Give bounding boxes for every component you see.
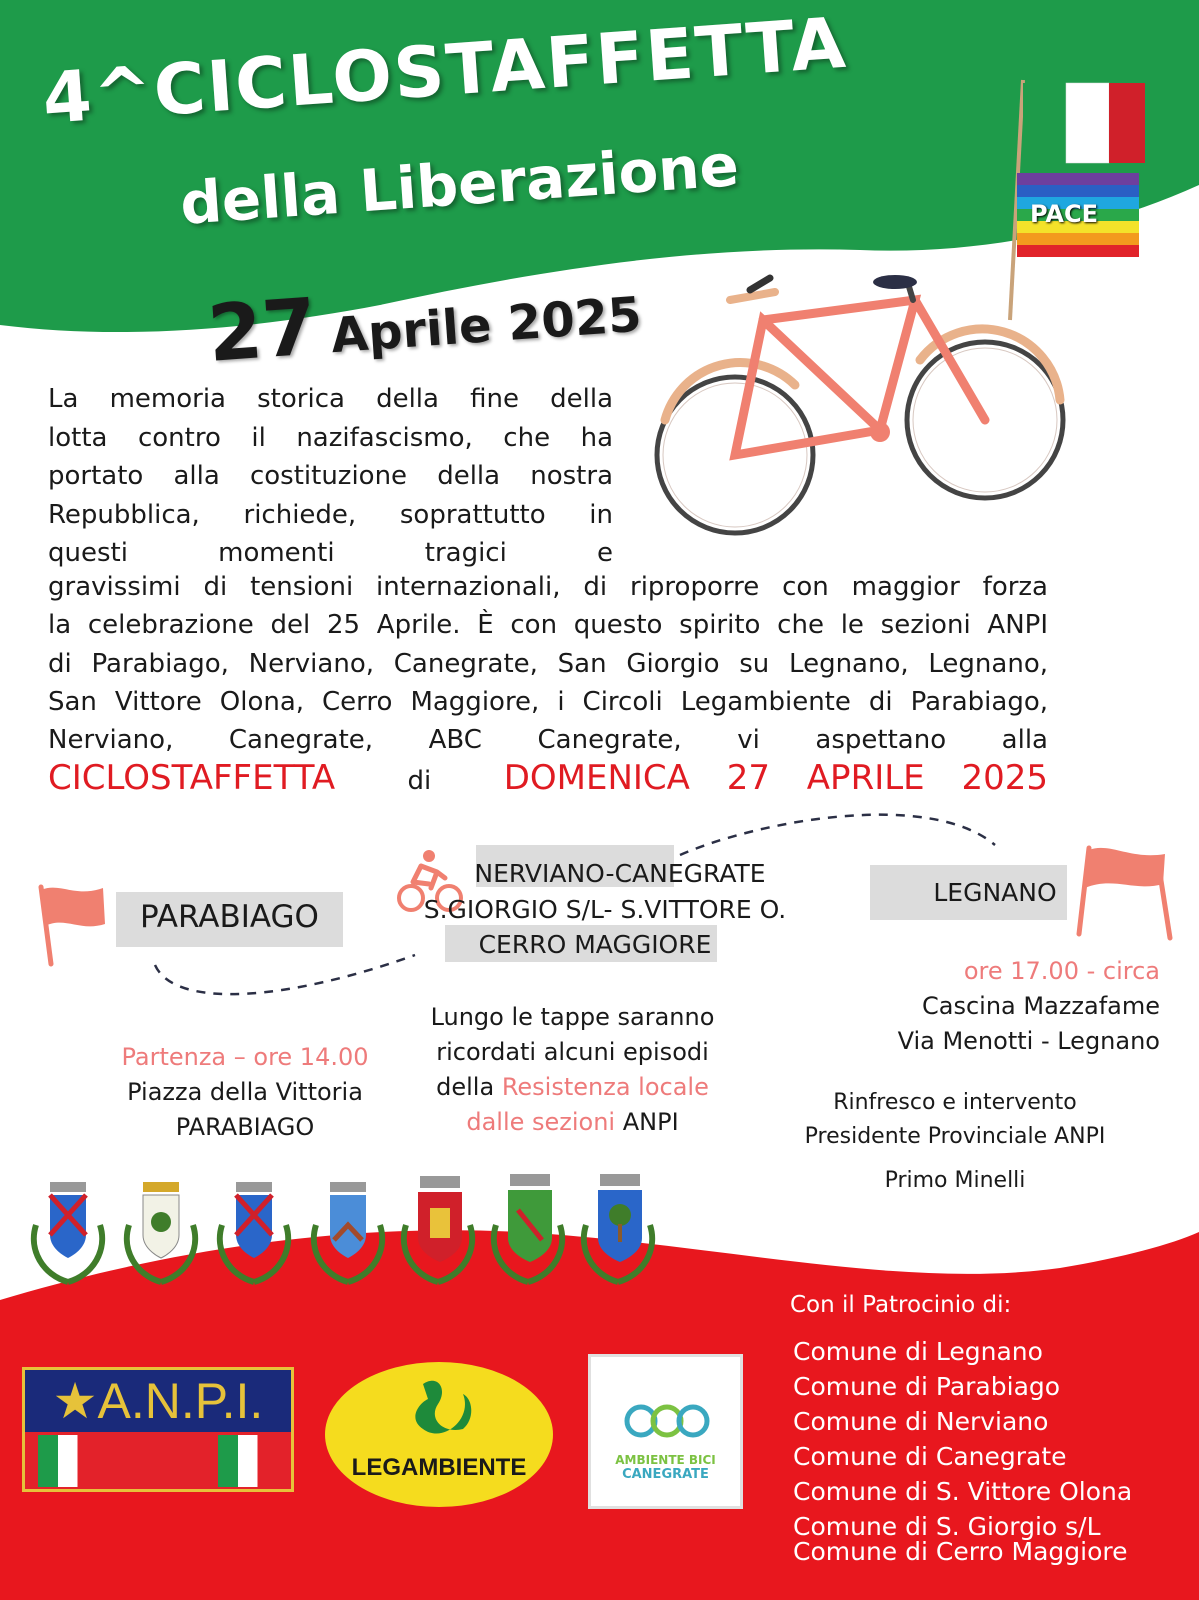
highlight-di: di [407, 766, 432, 796]
intro-line: lotta contro il nazifascismo, che ha [48, 422, 613, 453]
coat-of-arms-icon [494, 1174, 562, 1282]
abc-logo [588, 1354, 743, 1509]
middle-note [400, 1000, 745, 1140]
refreshment-line: Presidente Provinciale ANPI [804, 1124, 1106, 1149]
highlight-date: DOMENICA 27 APRILE 2025 [503, 758, 1048, 798]
patronage-header: Con il Patrocinio di: [790, 1292, 1012, 1318]
body-line: Nerviano, Canegrate, ABC Canegrate, vi aspettano alla [48, 725, 1048, 756]
arrival-address: Via Menotti - Legnano [897, 1027, 1160, 1055]
swan-icon [403, 1374, 478, 1454]
arrival-place: Cascina Mazzafame [922, 992, 1160, 1020]
coat-of-arms-icon [314, 1182, 382, 1282]
stage-middle-line: NERVIANO-CANEGRATE [474, 859, 766, 888]
finish-flag-icon [1075, 842, 1175, 942]
intro-line: La memoria storica della fine della [48, 384, 613, 414]
intro-line: questi momenti tragici e [48, 538, 613, 568]
departure-place: Piazza della Vittoria [127, 1078, 363, 1106]
coat-of-arms-icon [34, 1182, 102, 1282]
star-icon: ★ [52, 1373, 98, 1429]
coats-of-arms-row [28, 1170, 668, 1300]
refreshment-info [780, 1086, 1130, 1198]
note-line: ricordati alcuni episodi [436, 1038, 709, 1066]
anpi-logo-text: A.N.P.I. [97, 1373, 264, 1429]
refreshment-line: Primo Minelli [884, 1168, 1026, 1193]
note-text: della [436, 1073, 502, 1101]
pace-flag-label: PACE [1030, 200, 1098, 228]
date-month-year: Aprile 2025 [329, 286, 644, 365]
coat-of-arms-icon [584, 1174, 652, 1282]
stage-end: LEGNANO [933, 878, 1057, 907]
departure-city: PARABIAGO [175, 1113, 315, 1141]
anpi-logo [22, 1367, 294, 1492]
note-text: ANPI [622, 1108, 679, 1136]
abc-mark-icon [621, 1399, 711, 1439]
note-highlight: Resistenza locale [501, 1073, 709, 1101]
coat-of-arms-icon [220, 1182, 288, 1282]
body-line: San Vittore Olona, Cerro Maggiore, i Circoli Legambiente di Parabiago, [48, 686, 1048, 717]
main-title: 4^CICLOSTAFFETTA [40, 1, 850, 140]
patronage-list [793, 1334, 1132, 1569]
date-day: 27 [205, 282, 320, 380]
body-line: gravissimi di tensioni internazionali, di riproporre con maggior forza [48, 572, 1048, 602]
patronage-item: Comune di S. Vittore Olona [793, 1477, 1133, 1506]
stage-middle-line: CERRO MAGGIORE [478, 930, 712, 959]
departure-info [80, 1040, 410, 1145]
abc-line1: AMBIENTE BICI [615, 1453, 716, 1467]
patronage-item: Comune di Canegrate [793, 1442, 1067, 1471]
stage-middle-line: S.GIORGIO S/L- S.VITTORE O. [423, 895, 787, 924]
patronage-item: Comune di Nerviano [793, 1407, 1049, 1436]
intro-line: Repubblica, richiede, soprattutto in [48, 499, 613, 530]
patronage-item: Comune di S. Giorgio s/L [793, 1512, 1101, 1541]
patronage-item: Comune di Legnano [793, 1337, 1043, 1366]
note-highlight: dalle sezioni [466, 1108, 616, 1136]
body-line: la celebrazione del 25 Aprile. È con questo spirito che le sezioni ANPI [48, 610, 1048, 641]
subtitle: della Liberazione [178, 130, 741, 238]
intro-line: portato alla costituzione della nostra [48, 461, 613, 491]
arrival-info [800, 954, 1160, 1059]
refreshment-line: Rinfresco e intervento [833, 1090, 1077, 1115]
note-line: Lungo le tappe saranno [430, 1003, 715, 1031]
abc-line2: CANEGRATE [622, 1467, 709, 1482]
patronage-item: Comune di Cerro Maggiore [793, 1537, 1128, 1566]
departure-time: Partenza – ore 14.00 [121, 1043, 369, 1071]
arrival-time: ore 17.00 - circa [963, 957, 1160, 985]
body-line: di Parabiago, Nerviano, Canegrate, San Giorgio su Legnano, Legnano, [48, 648, 1048, 679]
legambiente-logo-text: LEGAMBIENTE [351, 1454, 527, 1481]
legambiente-logo [325, 1362, 553, 1507]
stage-start: PARABIAGO [140, 899, 319, 935]
highlight-event: CICLOSTAFFETTA [48, 758, 336, 798]
coat-of-arms-icon [127, 1182, 195, 1282]
coat-of-arms-icon [404, 1176, 472, 1282]
start-flag-icon [35, 882, 110, 967]
patronage-item: Comune di Parabiago [793, 1372, 1061, 1401]
